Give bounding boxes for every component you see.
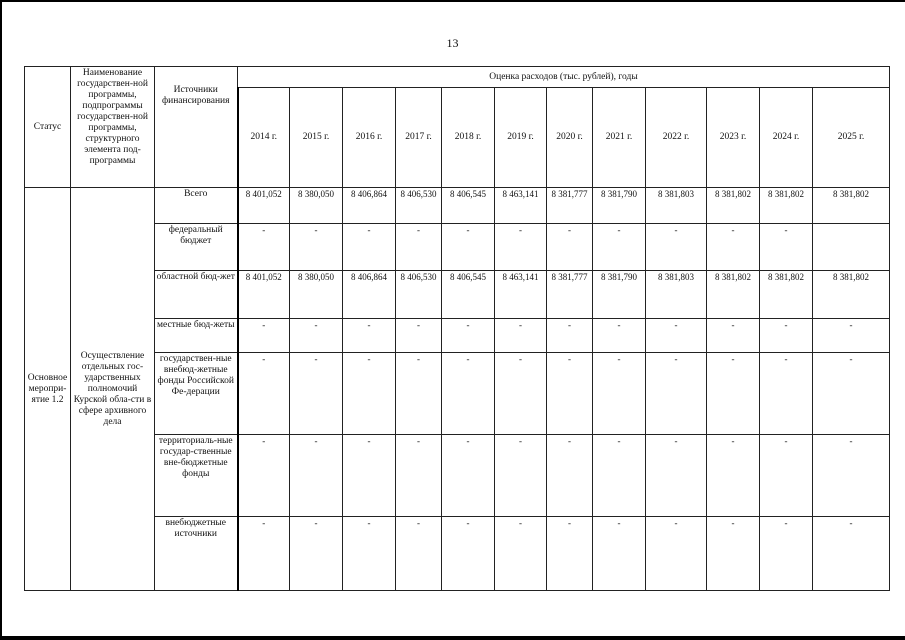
year-header: 2021 г. (593, 88, 646, 188)
value-cell: 8 401,052 (238, 271, 290, 319)
value-cell: - (238, 319, 290, 353)
value-cell: - (290, 319, 343, 353)
value-cell: 8 381,803 (646, 188, 707, 224)
value-cell: - (396, 517, 442, 591)
year-header: 2014 г. (238, 88, 290, 188)
value-cell: - (813, 353, 890, 435)
year-header: 2019 г. (495, 88, 547, 188)
value-cell: - (760, 224, 813, 271)
table-row (25, 188, 890, 224)
value-cell: - (646, 435, 707, 517)
value-cell: 8 406,545 (442, 188, 495, 224)
year-header: 2015 г. (290, 88, 343, 188)
value-cell: - (238, 353, 290, 435)
table-row (25, 271, 890, 319)
value-cell: - (290, 517, 343, 591)
funding-source: внебюджетные источники (155, 517, 238, 591)
value-cell: - (813, 435, 890, 517)
value-cell: - (343, 224, 396, 271)
table-row (25, 353, 890, 435)
funding-source: Всего (155, 188, 238, 224)
year-header: 2017 г. (396, 88, 442, 188)
value-cell: - (442, 224, 495, 271)
value-cell: - (495, 517, 547, 591)
value-cell: 8 406,864 (343, 188, 396, 224)
year-header: 2022 г. (646, 88, 707, 188)
year-header: 2020 г. (547, 88, 593, 188)
value-cell: - (813, 517, 890, 591)
page-border-left (0, 0, 2, 640)
value-cell: - (495, 435, 547, 517)
value-cell: - (442, 435, 495, 517)
value-cell: 8 381,777 (547, 271, 593, 319)
value-cell: - (547, 517, 593, 591)
value-cell: 8 381,790 (593, 271, 646, 319)
table-row (25, 319, 890, 353)
value-cell: 8 406,530 (396, 188, 442, 224)
value-cell (813, 224, 890, 271)
page-border-top (0, 0, 905, 2)
table-row (25, 517, 890, 591)
funding-source: государствен-ные внебюд-жетные фонды Российской Фе-дерации (155, 353, 238, 435)
value-cell: 8 381,802 (813, 271, 890, 319)
header-sources: Источники финансирования (155, 67, 238, 188)
page-border-bottom (0, 636, 905, 640)
header-name: Наименование государствен-ной программы, подпрограммы государствен-ной программы, структурного элемента под-программы (71, 67, 155, 188)
value-cell: - (593, 224, 646, 271)
value-cell: 8 380,050 (290, 271, 343, 319)
value-cell: - (343, 435, 396, 517)
value-cell: 8 381,802 (760, 271, 813, 319)
value-cell: 8 381,802 (760, 188, 813, 224)
value-cell: - (396, 353, 442, 435)
value-cell: - (707, 224, 760, 271)
value-cell: - (495, 319, 547, 353)
value-cell: - (547, 435, 593, 517)
value-cell: 8 406,530 (396, 271, 442, 319)
value-cell: - (707, 517, 760, 591)
value-cell: 8 401,052 (238, 188, 290, 224)
value-cell: - (290, 353, 343, 435)
value-cell: - (593, 435, 646, 517)
value-cell: - (396, 435, 442, 517)
value-cell: 8 381,802 (707, 271, 760, 319)
value-cell: - (813, 319, 890, 353)
value-cell: - (547, 224, 593, 271)
funding-source: федеральный бюджет (155, 224, 238, 271)
value-cell: - (343, 353, 396, 435)
value-cell: - (238, 224, 290, 271)
value-cell: - (442, 353, 495, 435)
table-row (25, 224, 890, 271)
year-header: 2024 г. (760, 88, 813, 188)
value-cell: - (238, 435, 290, 517)
header-status: Статус (25, 67, 71, 188)
value-cell: - (547, 319, 593, 353)
value-cell: - (646, 353, 707, 435)
value-cell: - (760, 353, 813, 435)
program-name-cell: Осуществление отдельных гос-ударственных полномочий Курской обла-сти в сфере архивного дела (71, 188, 155, 591)
table-row (25, 435, 890, 517)
value-cell: - (396, 319, 442, 353)
year-header: 2025 г. (813, 88, 890, 188)
value-cell: - (495, 353, 547, 435)
value-cell: 8 463,141 (495, 188, 547, 224)
funding-source: местные бюд-жеты (155, 319, 238, 353)
funding-source: областной бюд-жет (155, 271, 238, 319)
value-cell: - (593, 353, 646, 435)
value-cell: 8 381,802 (707, 188, 760, 224)
value-cell: - (238, 517, 290, 591)
value-cell: - (707, 435, 760, 517)
value-cell: 8 381,802 (813, 188, 890, 224)
value-cell: 8 380,050 (290, 188, 343, 224)
value-cell: - (495, 224, 547, 271)
value-cell: - (760, 517, 813, 591)
value-cell: 8 381,777 (547, 188, 593, 224)
funding-source: территориаль-ные государ-ственные вне-бюджетные фонды (155, 435, 238, 517)
value-cell: 8 406,864 (343, 271, 396, 319)
value-cell: - (442, 319, 495, 353)
value-cell: - (760, 319, 813, 353)
value-cell: - (547, 353, 593, 435)
value-cell: - (396, 224, 442, 271)
value-cell: - (646, 224, 707, 271)
value-cell: - (343, 517, 396, 591)
header-estimate: Оценка расходов (тыс. рублей), годы (238, 67, 890, 88)
year-header: 2018 г. (442, 88, 495, 188)
value-cell: 8 381,803 (646, 271, 707, 319)
year-header: 2016 г. (343, 88, 396, 188)
value-cell: - (760, 435, 813, 517)
value-cell: - (593, 517, 646, 591)
value-cell: - (646, 319, 707, 353)
value-cell: - (290, 224, 343, 271)
page-number: 13 (446, 36, 459, 50)
value-cell: - (290, 435, 343, 517)
value-cell: 8 406,545 (442, 271, 495, 319)
value-cell: - (646, 517, 707, 591)
header-row-top (25, 67, 890, 88)
status-cell: Основное меропри-ятие 1.2 (25, 188, 71, 591)
value-cell: - (442, 517, 495, 591)
year-header: 2023 г. (707, 88, 760, 188)
value-cell: - (707, 319, 760, 353)
value-cell: 8 463,141 (495, 271, 547, 319)
value-cell: 8 381,790 (593, 188, 646, 224)
value-cell: - (593, 319, 646, 353)
value-cell: - (343, 319, 396, 353)
expense-table (24, 66, 890, 591)
value-cell: - (707, 353, 760, 435)
